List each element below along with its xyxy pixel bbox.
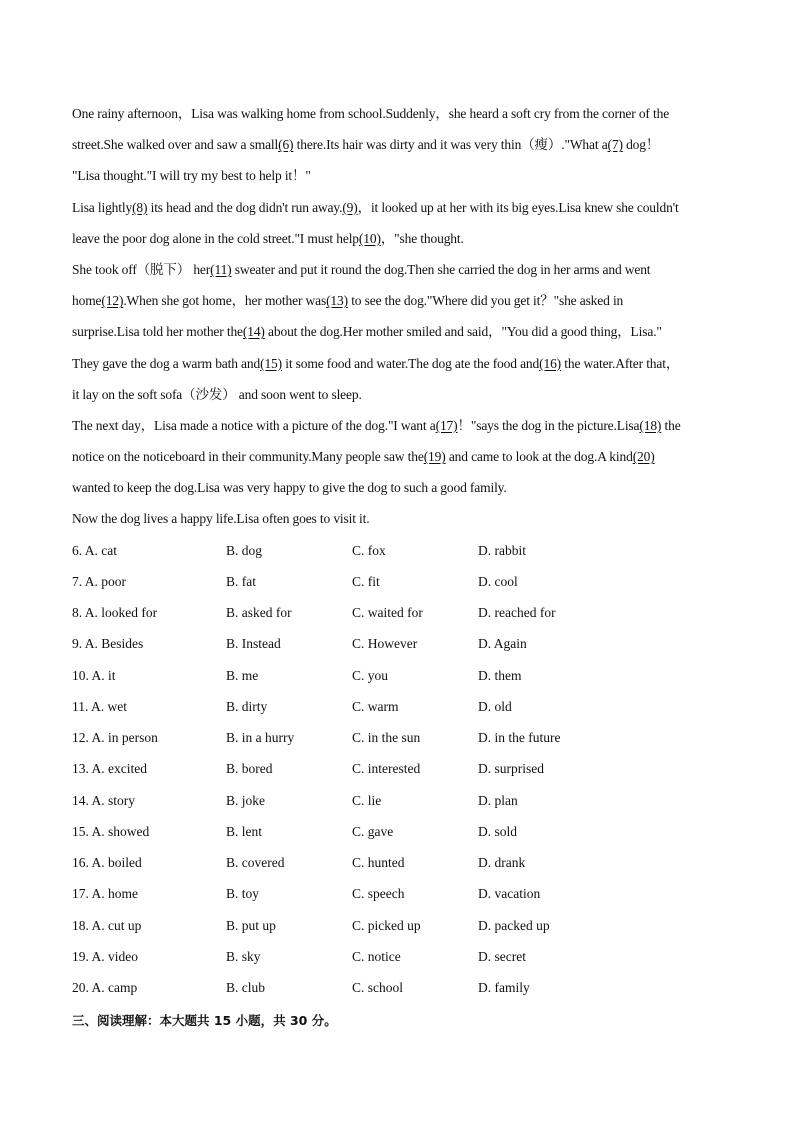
passage-line	[72, 254, 732, 285]
option-a: 8. A. looked for	[72, 605, 158, 621]
document-page	[72, 98, 732, 1036]
blank-number: (13)	[326, 293, 348, 309]
option-c: C. hunted	[352, 855, 405, 871]
option-c: C. school	[352, 980, 404, 996]
passage-text: They gave the dog a warm bath and	[72, 355, 261, 371]
option-d: D. sold	[478, 823, 518, 839]
option-c: C. However	[352, 636, 418, 652]
blank-number: (12)	[101, 293, 124, 309]
passage-text: .When she got home，her mother was	[123, 293, 327, 309]
option-d: D. Again	[478, 636, 527, 652]
passage-line	[72, 316, 732, 347]
option-b: B. asked for	[226, 605, 292, 621]
option-d: D. surprised	[478, 761, 544, 777]
option-a: 18. A. cut up	[72, 917, 142, 933]
option-a: 11. A. wet	[72, 698, 127, 714]
option-row	[72, 972, 732, 1003]
blank-number: (20)	[632, 449, 655, 465]
option-row	[72, 847, 732, 878]
passage-text: "Lisa thought."I will try my best to help it！"	[72, 168, 311, 184]
option-d: D. cool	[478, 573, 518, 589]
option-b: B. dog	[226, 542, 263, 558]
option-row	[72, 660, 732, 691]
option-a: 19. A. video	[72, 948, 138, 964]
passage-text: Now the dog lives a happy life.Lisa often goes to visit it.	[72, 511, 370, 527]
option-d: D. packed up	[478, 917, 550, 933]
option-row	[72, 816, 732, 847]
option-b: B. me	[226, 667, 259, 683]
option-b: B. Instead	[226, 636, 281, 652]
passage-line	[72, 129, 732, 160]
passage-text: dog！	[622, 137, 660, 153]
passage-line	[72, 160, 732, 191]
option-a: 6. A. cat	[72, 542, 117, 558]
option-c: C. fox	[352, 542, 386, 558]
section-heading: 三、阅读理解：本大题共 15 小题，共 30 分。	[72, 1013, 337, 1029]
option-row	[72, 941, 732, 972]
passage-text: surprise.Lisa told her mother the	[72, 324, 243, 340]
passage-text: about the dog.Her mother smiled and said，"You did a good thing，Lisa."	[264, 324, 662, 340]
option-c: C. notice	[352, 948, 401, 964]
option-a: 9. A. Besides	[72, 636, 144, 652]
option-a: 17. A. home	[72, 886, 138, 902]
option-row	[72, 597, 732, 628]
answer-options	[72, 535, 732, 1004]
option-a: 20. A. camp	[72, 980, 138, 996]
option-b: B. club	[226, 980, 265, 996]
passage-text: it some food and water.The dog ate the food and	[282, 355, 540, 371]
passage-text: it lay on the soft sofa（沙发） and soon went to sleep.	[72, 386, 362, 402]
blank-number: (7)	[607, 137, 623, 153]
passage-line	[72, 285, 732, 316]
cloze-passage	[72, 98, 732, 535]
option-a: 13. A. excited	[72, 761, 147, 777]
passage-text: ，it looked up at her with its big eyes.Lisa knew she couldn't	[357, 199, 679, 215]
option-c: C. lie	[352, 792, 382, 808]
option-a: 10. A. it	[72, 667, 116, 683]
blank-number: (9)	[342, 199, 358, 215]
passage-text: One rainy afternoon，Lisa was walking home from school.Suddenly，she heard a soft cry from the corner of the	[72, 106, 670, 121]
blank-number: (10)	[358, 230, 381, 246]
blank-number: (16)	[539, 355, 562, 371]
option-row	[72, 785, 732, 816]
option-row	[72, 566, 732, 597]
option-d: D. them	[478, 667, 522, 683]
passage-text: ！"says the dog in the picture.Lisa	[457, 417, 640, 433]
option-b: B. covered	[226, 855, 285, 871]
blank-number: (15)	[260, 355, 283, 371]
option-b: B. joke	[226, 792, 265, 808]
passage-text: notice on the noticeboard in their community.Many people saw the	[72, 449, 424, 465]
option-row	[72, 910, 732, 941]
option-d: D. reached for	[478, 605, 556, 621]
option-a: 16. A. boiled	[72, 855, 142, 871]
option-row	[72, 878, 732, 909]
blank-number: (6)	[278, 137, 294, 153]
option-d: D. vacation	[478, 886, 541, 902]
passage-line	[72, 503, 732, 534]
option-d: D. secret	[478, 948, 526, 964]
passage-text: and came to look at the dog.A kind	[445, 449, 633, 465]
option-c: C. warm	[352, 698, 399, 714]
blank-number: (19)	[423, 449, 446, 465]
passage-text: ，"she thought.	[380, 230, 464, 246]
option-c: C. speech	[352, 886, 405, 902]
passage-text: She took off（脱下） her	[72, 261, 211, 277]
option-c: C. waited for	[352, 605, 423, 621]
option-row	[72, 628, 732, 659]
option-c: C. gave	[352, 823, 394, 839]
passage-line	[72, 472, 732, 503]
blank-number: (8)	[132, 199, 148, 215]
option-row	[72, 753, 732, 784]
passage-line	[72, 441, 732, 472]
passage-line	[72, 379, 732, 410]
option-d: D. rabbit	[478, 542, 526, 558]
option-row	[72, 535, 732, 566]
option-b: B. dirty	[226, 698, 268, 714]
option-c: C. picked up	[352, 917, 421, 933]
option-c: C. fit	[352, 573, 380, 589]
option-d: D. family	[478, 980, 530, 996]
option-d: D. in the future	[478, 730, 561, 746]
blank-number: (18)	[639, 417, 662, 433]
passage-text: there.Its hair was dirty and it was very thin（瘦）."What a	[293, 137, 608, 153]
blank-number: (14)	[242, 324, 265, 340]
option-c: C. you	[352, 667, 389, 683]
passage-text: The next day，Lisa made a notice with a picture of the dog."I want a	[72, 417, 436, 433]
passage-line	[72, 348, 732, 379]
blank-number: (11)	[210, 261, 232, 277]
option-c: C. interested	[352, 761, 421, 777]
option-c: C. in the sun	[352, 730, 421, 746]
passage-text: to see the dog."Where did you get it？"she asked in	[347, 293, 624, 309]
passage-text: leave the poor dog alone in the cold street."I must help	[72, 230, 359, 246]
passage-text: Lisa lightly	[72, 199, 133, 215]
passage-text: the	[661, 417, 681, 433]
passage-text: home	[72, 293, 102, 309]
passage-text: the water.After that，	[561, 355, 680, 371]
passage-line	[72, 223, 732, 254]
passage-line	[72, 192, 732, 223]
option-d: D. plan	[478, 792, 518, 808]
passage-text: its head and the dog didn't run away.	[147, 199, 343, 215]
passage-line	[72, 410, 732, 441]
option-b: B. fat	[226, 573, 256, 589]
option-b: B. lent	[226, 823, 262, 839]
blank-number: (17)	[435, 417, 458, 433]
option-row	[72, 722, 732, 753]
option-a: 12. A. in person	[72, 730, 158, 746]
option-row	[72, 691, 732, 722]
option-a: 14. A. story	[72, 792, 136, 808]
option-b: B. toy	[226, 886, 260, 902]
option-b: B. bored	[226, 761, 273, 777]
option-b: B. in a hurry	[226, 730, 295, 746]
passage-text: wanted to keep the dog.Lisa was very happy to give the dog to such a good family.	[72, 480, 507, 496]
option-d: D. old	[478, 698, 512, 714]
option-b: B. put up	[226, 917, 276, 933]
option-b: B. sky	[226, 948, 261, 964]
option-a: 7. A. poor	[72, 573, 126, 589]
passage-text: sweater and put it round the dog.Then she carried the dog in her arms and went	[231, 261, 651, 277]
option-a: 15. A. showed	[72, 823, 150, 839]
option-d: D. drank	[478, 855, 526, 871]
passage-line	[72, 98, 732, 129]
passage-text: street.She walked over and saw a small	[72, 137, 279, 153]
